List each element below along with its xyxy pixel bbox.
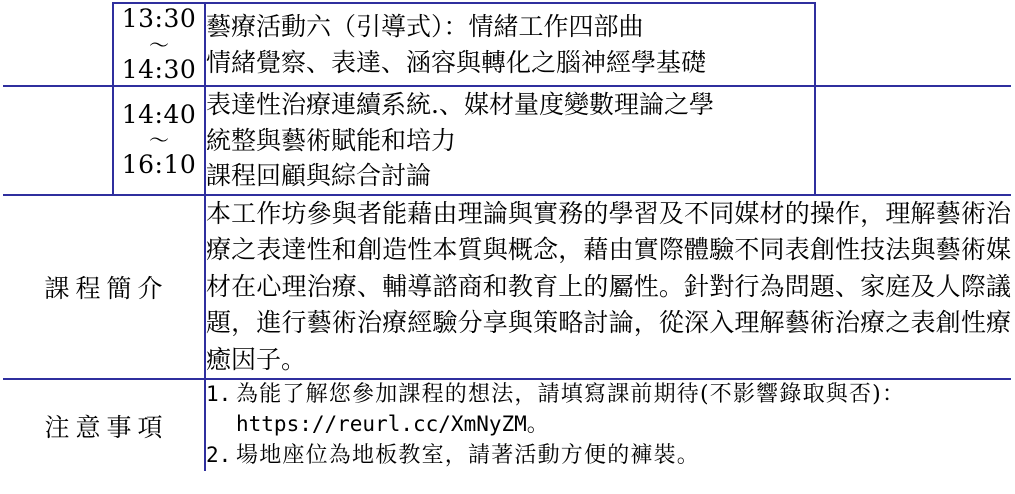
note-1-text-before: 為能了解您參加課程的想法，請填寫課前期待(不影響錄取與否)： (236, 382, 906, 407)
row1-time-end: 14:30 (121, 54, 197, 84)
intro-label: 課程簡介 (3, 195, 205, 380)
row1-left-spacer (3, 3, 113, 86)
intro-text (205, 195, 1011, 380)
table-row (3, 86, 1011, 195)
note-1-number: 1. (206, 382, 232, 406)
row1-time (113, 3, 205, 86)
row2-time-separator: 〜 (149, 128, 169, 153)
note-1-text (236, 380, 1011, 441)
table-row (3, 379, 1011, 471)
note-1-text-after: 。 (526, 412, 550, 438)
row1-time-separator: 〜 (149, 32, 169, 57)
note-2-number: 2. (206, 442, 232, 467)
intro-paragraph: 本工作坊參與者能藉由理論與實務的學習及不同媒材的操作，理解藝術治療之表達性和創造性本質與概念，藉由實際體驗不同表創性技法與藝術媒材在心理治療、輔導諮商和教育上的屬性。針對行為問題、家庭及人際議題，進行藝術治療經驗分享與策略討論，從深入理解藝術治療之表創性療癒因子。 (206, 198, 1011, 374)
row2-time (113, 86, 205, 195)
row2-content-line-2: 統整與藝術賦能和培力 (206, 125, 457, 155)
notes-label: 注意事項 (3, 379, 205, 471)
notes-list (205, 379, 1011, 471)
list-item (206, 441, 1011, 471)
schedule-table (3, 2, 1011, 471)
row2-time-end: 16:10 (121, 150, 197, 180)
row2-content-line-1: 表達性治療連續系統.、媒材量度變數理論之學 (206, 90, 714, 119)
note-1-url[interactable]: https://reurl.cc/XmNyZM (236, 412, 527, 437)
row2-right-blank (815, 86, 1011, 195)
document-page (0, 2, 1015, 494)
row2-left-spacer (3, 86, 113, 195)
row2-content (205, 86, 815, 195)
row1-content-line-2: 情緒覺察、表達、涵容與轉化之腦神經學基礎 (206, 47, 707, 77)
row1-right-blank (815, 3, 1011, 86)
row1-time-start: 13:30 (121, 4, 197, 33)
row2-time-start: 14:40 (121, 99, 197, 129)
row2-content-line-3: 課程回顧與綜合討論 (206, 161, 432, 190)
list-item (206, 380, 1011, 441)
row1-content-line-1: 藝療活動六（引導式）：情緒工作四部曲 (206, 12, 644, 41)
table-row (3, 195, 1011, 380)
table-row (3, 3, 1011, 86)
note-2-text: 場地座位為地板教室，請著活動方便的褲裝。 (236, 442, 701, 468)
row1-content (205, 3, 815, 86)
